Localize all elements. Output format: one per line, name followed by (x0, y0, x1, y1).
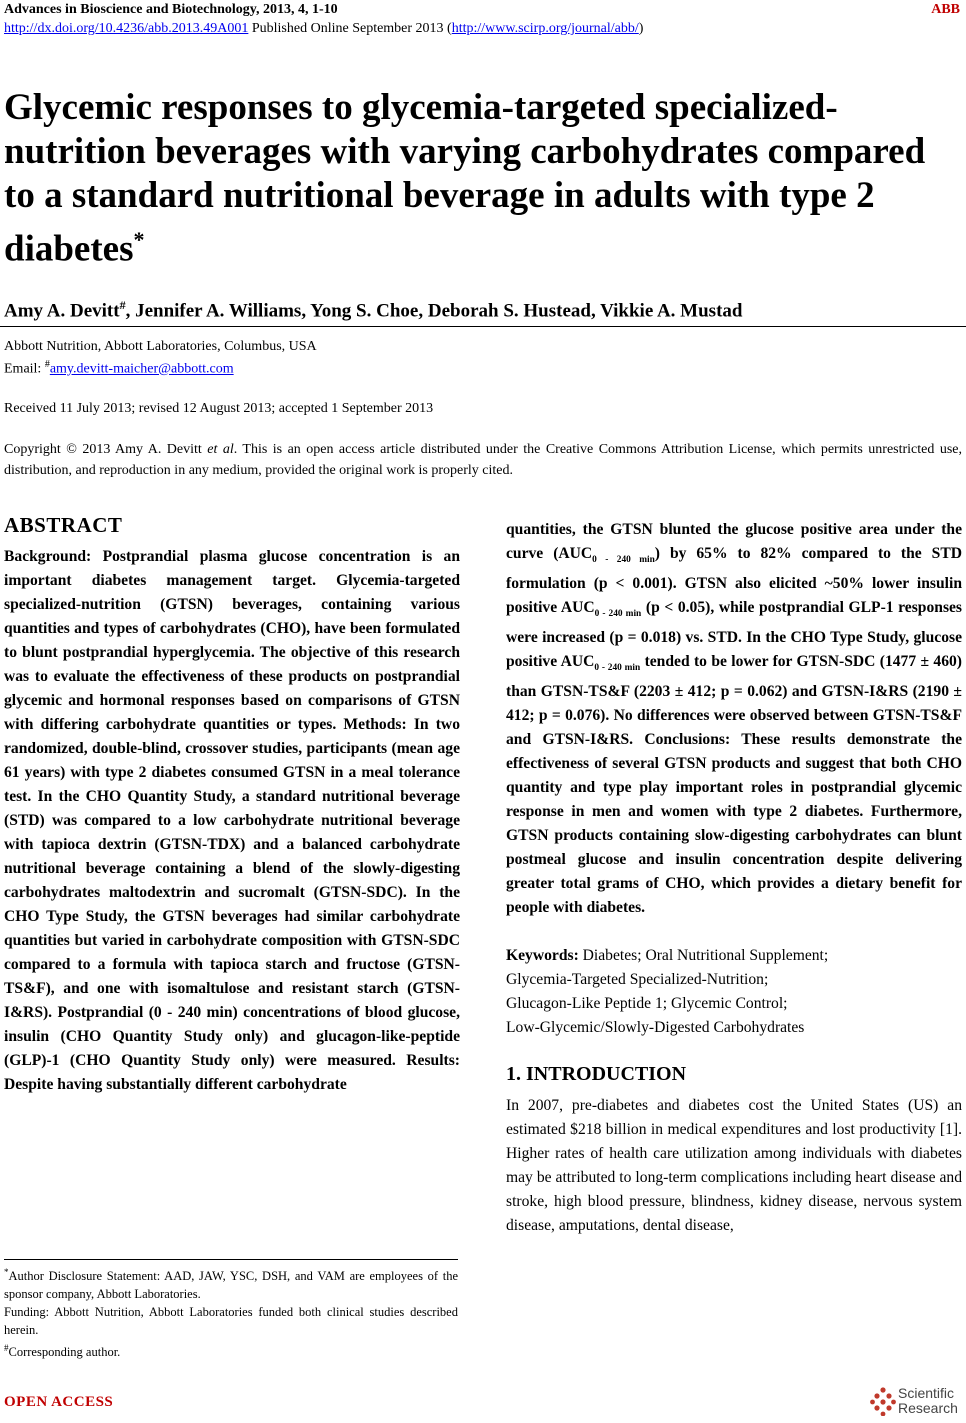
auc-subscript-3: 0 - 240 min (594, 663, 641, 674)
introduction-heading: 1. INTRODUCTION (506, 1063, 687, 1086)
corresponding-text: Corresponding author. (8, 1345, 121, 1360)
keywords (506, 944, 962, 1040)
footnotes (4, 1263, 458, 1361)
published-text: Published Online September 2013 ( (248, 21, 452, 36)
keywords-line-4: Low-Glycemic/Slowly-Digested Carbohydrates (506, 1019, 805, 1037)
abstract-heading: ABSTRACT (4, 513, 123, 537)
right-column (506, 518, 962, 1238)
author-list (4, 298, 742, 322)
close-paren: ) (638, 21, 644, 36)
disclosure-text: Author Disclosure Statement: AAD, JAW, YSC, DSH, and VAM are employees of the sponsor company, Abbott Laboratories. (4, 1269, 458, 1302)
paper-title-text: Glycemic responses to glycemia-targeted specialized-nutrition beverages with varying carbohydrates compared to a standard nutritional beverage in adults with type 2 diabetes (4, 87, 926, 270)
copyright-post: . This is an open access article distributed under the Creative Commons Attribution License, which permits unrestricted use, distribution, and reproduction in any medium, provided the original work is properly cited. (4, 442, 962, 478)
auc-subscript-1: 0 - 240 min (592, 555, 655, 566)
logo-dots-icon (870, 1386, 896, 1416)
keywords-line-1: Diabetes; Oral Nutritional Supplement; (578, 947, 829, 965)
copyright-notice (4, 439, 962, 481)
received-dates: Received 11 July 2013; revised 12 August 2013; accepted 1 September 2013 (4, 401, 434, 416)
corresponding-footnote (4, 1339, 458, 1361)
title-footnote-mark: * (133, 227, 145, 252)
disclosure-mark: * (4, 1267, 9, 1277)
journal-url-link[interactable]: http://www.scirp.org/journal/abb/ (451, 21, 639, 36)
abstract-part-1: quantities, the GTSN blunted the glucose positive area under the curve (AUC (506, 521, 962, 562)
logo-text (898, 1386, 958, 1416)
email-link[interactable]: amy.devitt-maicher@abbott.com (49, 361, 234, 377)
footnote-divider (4, 1259, 458, 1260)
abstract-continued (506, 518, 962, 920)
introduction-text: In 2007, pre-diabetes and diabetes cost the United States (US) an estimated $218 billion in medical expenditures and lost productivity [1]. Higher rates of health care utilization among individuals with diabetes may be attributed to long-term complications including heart disease and stroke, high blood pressure, blindness, kidney disease, nervous system disease, amputations, dental disease, (506, 1097, 962, 1235)
affiliation: Abbott Nutrition, Abbott Laboratories, Columbus, USA (4, 339, 317, 354)
doi-line (4, 21, 643, 37)
scientific-research-logo (870, 1386, 960, 1420)
journal-abbreviation: ABB (931, 2, 960, 17)
abstract-left-column: Background: Postprandial plasma glucose concentration is an important diabetes management target. Glycemia-targeted specialized-nutrition (GTSN) beverages, containing various quantities and types of carbohydrates (CHO), have been formulated to blunt postprandial hyperglycemia. The objective of this research was to evaluate the effectiveness of these products on postprandial glycemic and hormonal responses based on comparisons of GTSN with differing carbohydrate quantities or types. Methods: In two randomized, double-blind, crossover studies, participants (mean age 61 years) with type 2 diabetes consumed GTSN in a meal tolerance test. In the CHO Quantity Study, a standard nutritional beverage (STD) was compared to a low carbohydrate nutritional beverage with tapioca dextrin (GTSN-TDX) and a balanced carbohydrate nutritional beverage containing a blend of the slowly-digesting carbohydrates maltodextrin and sucromalt (GTSN-SDC). In the CHO Type Study, the GTSN beverages had similar carbohydrate quantities but varied in carbohydrate composition with GTSN-SDC compared to a formula with tapioca starch and fructose (GTSN-TS&F), and one with isomaltulose and resistant starch (GTSN-I&RS). Postprandial (0 - 240 min) concentrations of blood glucose, insulin (CHO Quantity Study only) and glucagon-like-peptide (GLP)-1 (CHO Quantity Study only) were measured. Results: Despite having substantially different carbohydrate (4, 548, 460, 1093)
corresponding-mark: # (119, 298, 126, 312)
doi-link[interactable]: http://dx.doi.org/10.4236/abb.2013.49A001 (4, 21, 249, 36)
abstract-part-4: tended to be lower for GTSN-SDC (1477 ± 460) than GTSN-TS&F (2203 ± 412; p = 0.062) and GTSN-I&RS (2190 ± 412; p = 0.076). No differences were observed between GTSN-TS&F and GTSN-I&RS. Conclusions: These results demonstrate the effectiveness of several GTSN products and suggest that both CHO quantity and type play important roles in postprandial glycemic response in men and women with type 2 diabetes. Furthermore, GTSN products containing slow-digesting carbohydrates can blunt postmeal glucose and insulin concentration despite delivering greater total grams of CHO, which provides a dietary benefit for people with diabetes. (506, 653, 962, 917)
keywords-label: Keywords: (506, 947, 579, 965)
journal-header: Advances in Bioscience and Biotechnology, 2013, 4, 1-10 (4, 2, 338, 17)
keywords-line-2: Glycemia-Targeted Specialized-Nutrition; (506, 971, 769, 989)
email-label: Email: (4, 361, 45, 377)
first-author: Amy A. Devitt (4, 300, 120, 322)
keywords-line-3: Glucagon-Like Peptide 1; Glycemic Control; (506, 995, 788, 1013)
corresponding-footnote-mark: # (4, 1343, 9, 1354)
disclosure-footnote (4, 1263, 458, 1303)
funding-footnote: Funding: Abbott Nutrition, Abbott Laboratories funded both clinical studies described herein. (4, 1305, 458, 1338)
logo-line-2: Research (898, 1400, 958, 1416)
abstract-part-3: (p < 0.05), while postprandial GLP-1 responses were increased (p = 0.018) vs. STD. In the CHO Type Study, glucose positive AUC (506, 599, 962, 671)
logo-line-1: Scientific (898, 1385, 955, 1401)
open-access-label: OPEN ACCESS (4, 1394, 114, 1410)
abstract-part-2: ) by 65% to 82% compared to the STD formulation (p < 0.001). GTSN also elicited ~50% lower insulin positive AUC (506, 545, 962, 617)
title-divider (0, 326, 966, 327)
email-mark: # (44, 359, 50, 370)
paper-title (4, 86, 944, 271)
email-line (4, 359, 234, 378)
copyright-etal: et al (207, 442, 234, 457)
other-authors: , Jennifer A. Williams, Yong S. Choe, Deborah S. Hustead, Vikkie A. Mustad (125, 300, 743, 322)
auc-subscript-2: 0 - 240 min (594, 609, 642, 620)
copyright-pre: Copyright © 2013 Amy A. Devitt (4, 442, 208, 457)
